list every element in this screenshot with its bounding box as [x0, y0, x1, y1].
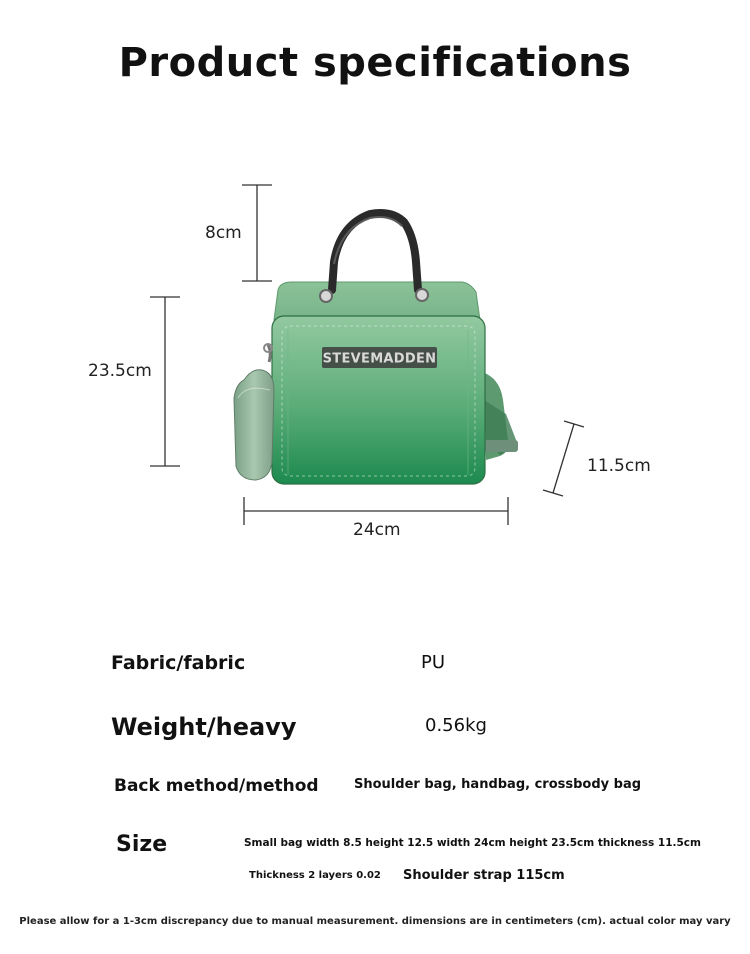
strap-note: Shoulder strap 115cm	[403, 868, 565, 883]
fabric-label: Fabric/fabric	[111, 652, 246, 674]
bag-front-body	[272, 316, 485, 484]
bag-back-panel	[274, 282, 480, 320]
dimension-height-label: 23.5cm	[88, 361, 152, 381]
weight-value: 0.56kg	[425, 715, 487, 736]
back-method-value: Shoulder bag, handbag, crossbody bag	[354, 777, 642, 792]
fabric-value: PU	[421, 652, 446, 673]
dimension-thickness-label: 11.5cm	[587, 456, 651, 476]
dimension-line-thickness	[543, 421, 584, 496]
thickness-note: Thickness 2 layers 0.02	[249, 870, 381, 881]
size-label: Size	[116, 832, 168, 857]
back-method-label: Back method/method	[114, 776, 319, 796]
weight-label: Weight/heavy	[111, 713, 297, 741]
size-value: Small bag width 8.5 height 12.5 width 24cm height 23.5cm thickness 11.5cm	[244, 837, 701, 849]
dimension-line-handle	[242, 185, 272, 281]
dimension-handle-label: 8cm	[205, 223, 242, 243]
shoulder-strap	[482, 372, 518, 460]
dimension-line-height	[150, 297, 180, 466]
small-pouch	[234, 344, 274, 480]
page-title: Product specifications	[118, 40, 632, 86]
dimension-width-label: 24cm	[353, 520, 401, 540]
bag-logo: STEVEMADDEN	[322, 351, 437, 367]
footer-disclaimer: Please allow for a 1-3cm discrepancy due to manual measurement. dimensions are in centimeters (cm). actual color may vary	[19, 916, 731, 927]
bag-handle	[332, 213, 418, 290]
